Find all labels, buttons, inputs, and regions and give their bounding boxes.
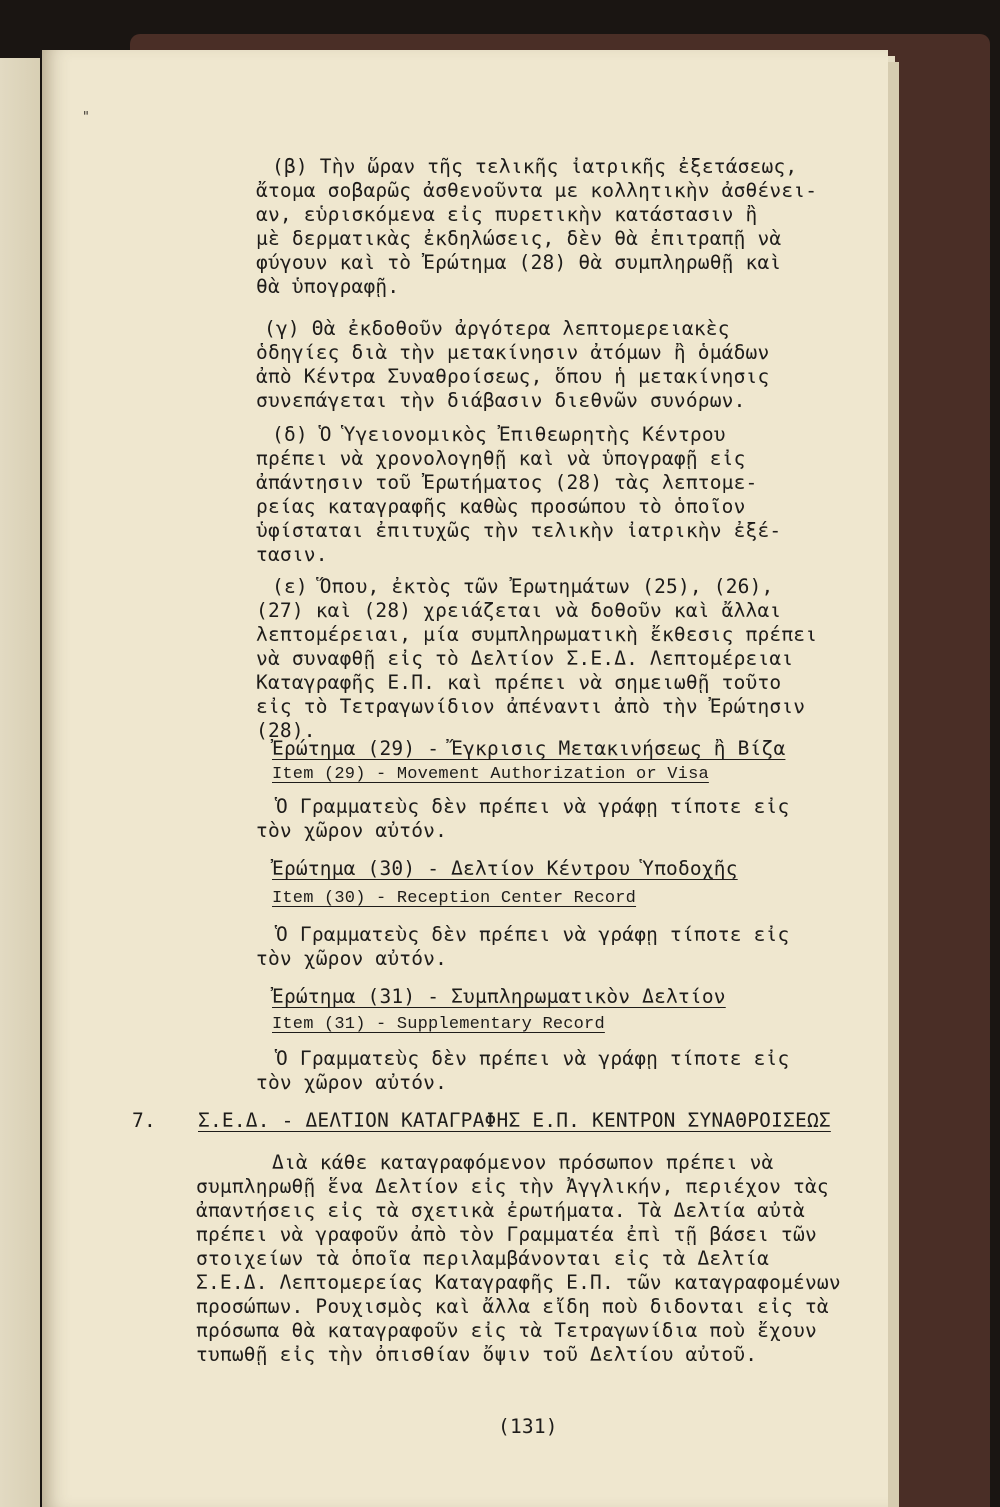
text-line: (β) Τὴν ὥραν τῆς τελικῆς ἰατρικῆς ἐξετάσεως, [272, 155, 798, 178]
text-line: πρόσωπα θὰ καταγραφοῦν εἰς τὰ Τετραγωνίδια ποὺ ἔχουν [196, 1319, 817, 1342]
text-line: (δ) Ὁ Ὑγειονομικὸς Ἐπιθεωρητὴς Κέντρου [272, 423, 726, 446]
item-heading-english: Item (31) - Supplementary Record [272, 1015, 605, 1034]
text-line: μὲ δερματικὰς ἐκδηλώσεις, δὲν θὰ ἐπιτραπῇ νὰ [256, 227, 782, 250]
text-line: ἀπὸ Κέντρα Συναθροίσεως, ὅπου ἡ μετακίνησις [256, 365, 770, 388]
text-line: Ὁ Γραμματεὺς δὲν πρέπει νὰ γράφῃ τίποτε εἰς [276, 795, 790, 818]
text-line: συνεπάγεται τὴν διάβασιν διεθνῶν συνόρων. [256, 389, 746, 412]
document-page [42, 50, 888, 1507]
text-line: νὰ συναφθῇ εἰς τὸ Δελτίον Σ.Ε.Δ. Λεπτομέρειαι [256, 647, 794, 670]
page-number: (131) [498, 1415, 558, 1438]
text-line: τασιν. [256, 543, 328, 566]
text-line: πρέπει νὰ χρονολογηθῇ καὶ νὰ ὑπογραφῇ εἰς [256, 447, 746, 470]
text-line: (28). [256, 719, 316, 742]
section-heading: Ἐρώτημα (30) - Δελτίον Κέντρου Ὑποδοχῆς [272, 857, 738, 880]
text-line: Ὁ Γραμματεὺς δὲν πρέπει νὰ γράφῃ τίποτε εἰς [276, 923, 790, 946]
text-line: προσώπων. Ρουχισμὸς καὶ ἄλλα εἴδη ποὺ διδονται εἰς τὰ [196, 1295, 829, 1318]
text-line: συμπληρωθῇ ἕνα Δελτίον εἰς τὴν Ἀγγλικήν, περιέχον τὰς [196, 1175, 829, 1198]
text-line: ὁδηγίες διὰ τὴν μετακίνησιν ἀτόμων ἢ ὁμάδων [256, 341, 770, 364]
text-line: πρέπει νὰ γραφοῦν ἀπὸ τὸν Γραμματέα ἐπὶ τῇ βάσει τῶν [196, 1223, 817, 1246]
item-heading-english: Item (29) - Movement Authorization or Visa [272, 765, 709, 784]
text-line: αν, εὑρισκόμενα εἰς πυρετικὴν κατάστασιν ἢ [256, 203, 758, 226]
text-line: (27) καὶ (28) χρειάζεται νὰ δοθοῦν καὶ ἄλλαι [256, 599, 782, 622]
text-line: θὰ ὑπογραφῇ. [256, 275, 400, 298]
text-line: ὑφίσταται ἐπιτυχῶς τὴν τελικὴν ἰατρικὴν ἐξέ- [256, 519, 782, 542]
text-line: ἀπαντήσεις εἰς τὰ σχετικὰ ἐρωτήματα. Τὰ Δελτία αὐτὰ [196, 1199, 805, 1222]
left-page-edge [0, 58, 40, 1507]
text-line: εἰς τὸ Τετραγωνίδιον ἀπέναντι ἀπὸ τὴν Ἐρώτησιν [256, 695, 806, 718]
text-line: ρείας καταγραφῆς καθὼς προσώπου τὸ ὁποῖον [256, 495, 746, 518]
text-line: ἄτομα σοβαρῶς ἀσθενοῦντα με κολλητικὴν ἀσθένει- [256, 179, 818, 202]
item-heading-english: Item (30) - Reception Center Record [272, 889, 637, 908]
text-line: (ε) Ὅπου, ἐκτὸς τῶν Ἐρωτημάτων (25), (26), [272, 575, 774, 598]
text-line: Διὰ κάθε καταγραφόμενον πρόσωπον πρέπει νὰ [272, 1151, 774, 1174]
text-line: τὸν χῶρον αὐτόν. [256, 819, 448, 842]
text-line: 7. [132, 1109, 156, 1132]
text-line: φύγουν καὶ τὸ Ἐρώτημα (28) θὰ συμπληρωθῇ καὶ [256, 251, 782, 274]
text-line: τυπωθῇ εἰς τὴν ὀπισθίαν ὄψιν τοῦ Δελτίου αὐτοῦ. [196, 1343, 758, 1366]
section-heading: Σ.Ε.Δ. - ΔΕΛΤΙΟΝ ΚΑΤΑΓΡΑΦΗΣ Ε.Π. ΚΕΝΤΡΟΝ ΣΥΝΑΘΡΟΙΣΕΩΣ [198, 1109, 831, 1132]
text-line: Καταγραφῆς Ε.Π. καὶ πρέπει νὰ σημειωθῇ τοῦτο [256, 671, 782, 694]
text-line: Ὁ Γραμματεὺς δὲν πρέπει νὰ γράφῃ τίποτε εἰς [276, 1047, 790, 1070]
corner-mark: " [82, 110, 90, 125]
text-line: τὸν χῶρον αὐτόν. [256, 947, 448, 970]
section-heading: Ἐρώτημα (31) - Συμπληρωματικὸν Δελτίον [272, 985, 726, 1008]
text-line: Σ.Ε.Δ. Λεπτομερείας Καταγραφῆς Ε.Π. τῶν καταγραφομένων [196, 1271, 841, 1294]
text-line: στοιχείων τὰ ὁποῖα περιλαμβάνονται εἰς τὰ Δελτία [196, 1247, 770, 1270]
text-line: ἀπάντησιν τοῦ Ἐρωτήματος (28) τὰς λεπτομε- [256, 471, 758, 494]
text-line: τὸν χῶρον αὐτόν. [256, 1071, 448, 1094]
text-line: (γ) Θὰ ἐκδοθοῦν ἀργότερα λεπτομερειακὲς [264, 317, 730, 340]
section-heading: Ἐρώτημα (29) - Ἔγκρισις Μετακινήσεως ἢ Βίζα [272, 737, 786, 760]
text-line: λεπτομέρειαι, μία συμπληρωματικὴ ἔκθεσις πρέπει [256, 623, 818, 646]
